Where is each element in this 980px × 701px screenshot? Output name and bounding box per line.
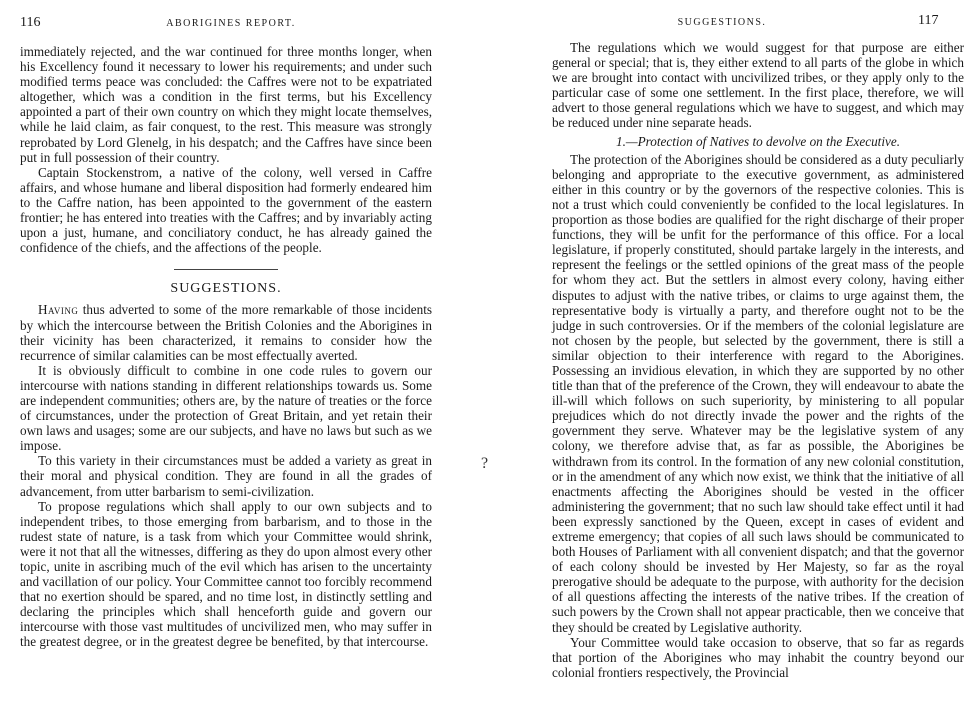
paragraph: It is obviously difficult to combine in one code rules to govern our intercourse with nations standing in different relationships towards us. Some are independent communities; others are, by the nature of treaties or the force of circumstances, under the protection of Great Britain, and yet retain their own laws and usages; some are our subjects, and have no laws but such as we impose. [20, 362, 432, 454]
intro-smallcaps-word: Having [38, 302, 79, 318]
paragraph: immediately rejected, and the war continued for three months longer, when his Excellency found it necessary to lower his requirements; and under such modified terms peace was concluded: the Caffres were not to be expatriated altogether, which was a condition in the first terms, but his Excellency appointed a part of their own country on which they might locate themselves, while he laid claim, as fair conquest, to the rest. This measure was strongly reprobated by Lord Glenelg, in his despatch; and the Caffres have since been put in full possession of their country. [20, 44, 432, 165]
left-page [0, 0, 470, 701]
right-running-head [520, 13, 980, 38]
right-page [520, 0, 980, 701]
paragraph: To this variety in their circumstances must be added a variety as great in their moral and physical condition. They are found in all the grades of advancement, from utter barbarism to semi-civilization. [20, 453, 432, 499]
paragraph: Captain Stockenstrom, a native of the colony, well versed in Caffre affairs, and whose humane and liberal disposition had formerly endeared him to the Caffre nation, has been appointed to the government of the eastern frontier; he has entered into treaties with the Caffres; and by invariably acting upon a just, humane, and conciliatory conduct, he has already gained the confidence of the chiefs, and the affections of the people. [20, 164, 432, 256]
paragraph [20, 302, 432, 362]
paragraph: The regulations which we would suggest for that purpose are either general or special; that is, they either extend to all parts of the globe in which we are brought into contact with uncivilized tribes, or they apply only to the particular case of some one settlement. In the first place, therefore, we will advert to those general regulations which we have to suggest, and which may be reduced under nine separate heads. [552, 40, 964, 131]
section-title: SUGGESTIONS. [170, 281, 282, 297]
left-running-head [0, 15, 470, 38]
right-running-title: SUGGESTIONS. [677, 17, 767, 28]
left-page-number: 116 [20, 15, 41, 30]
paragraph: Your Committee would take occasion to observe, that so far as regards that portion of the Aborigines who may inhabit the country beyond our colonial frontiers respectively, the Provincial [552, 634, 964, 680]
right-page-text [552, 40, 964, 680]
intro-text: thus adverted to some of the more remarkable of those incidents by which the intercourse between the British Colonies and the Aborigines in their vicinity has been characterized, it remains to consider how the recurrence of similar calamities can be most effectually averted. [20, 302, 432, 363]
subheading: 1.—Protection of Natives to devolve on the Executive. [615, 133, 901, 149]
paragraph: To propose regulations which shall apply to our own subjects and to independent tribes, to those emerging from barbarism, and to those in the rudest state of nature, is a task from which your Committee would shrink, were it not that all the witnesses, differing as they do upon almost every other topic, unite in ascribing much of the evil which has arisen to the uncertainty and vacillation of our policy. Your Committee cannot too forcibly recommend that no exertion should be spared, and no time lost, in distinctly settling and declaring the principles which shall henceforth guide and govern our intercourse with those vast multitudes of uncivilized men, who may suffer in the greatest degree, or in the greatest degree be benefited, by that intercourse. [20, 498, 432, 650]
paragraph: The protection of the Aborigines should be considered as a duty peculiarly belonging and appropriate to the executive government, as administered either in this country or by the governors of the respective colonies. This is not a trust which could conveniently be confided to the local legislatures. In proportion as those bodies are qualified for the right discharge of their proper functions, they will be unfit for the performance of this office. For a local legislature, if properly constituted, should partake largely in the interests, and represent the feelings or the settled opinions of the great mass of the people for whom they act. But the settlers in almost every colony, having either disputes to adjust with the native tribes, or claims to urge against them, the representative body is virtually a party, and therefore ought not to be the judge in such controversies. Or if the members of the colonial legislature are not chosen by the people, but selected by the government, there is still a similar objection to their interference with regard to the Aborigines. Possessing an invidious elevation, in which they are supported by no other title than that of the preference of the Crown, they will endeavour to abate the ill-will which follows on such superiority, by ministering to all popular prejudices which do not directly invade the power and the rights of the government they serve. Whatever may be the legislative system of any colony, we therefore advise that, as far as possible, the Aborigines be withdrawn from its control. In the formation of any new colonial constitution, or in the amendment of any which now exist, we think that the initiative of all enactments affecting the Aborigines should be vested in the officer administering the government; that no such law should take effect until it had been expressly sanctioned by the Queen, except in cases of evident and extreme emergency; that copies of all such laws should be communicated to both Houses of Parliament with all convenient dispatch; and that the governor of each colony should be invested by Her Majesty, so far as the royal prerogative should be adequate to the purpose, with authority for the decision of all questions affecting the interests of the native tribes. If the creation of such powers by the Crown shall not appear practicable, then we conceive that they should be created by Legislative authority. [552, 151, 964, 635]
gutter-mark: ? [481, 455, 489, 472]
right-page-number: 117 [918, 13, 939, 28]
left-page-text [20, 44, 432, 650]
left-running-title: ABORIGINES REPORT. [166, 18, 296, 29]
section-divider [174, 269, 278, 270]
